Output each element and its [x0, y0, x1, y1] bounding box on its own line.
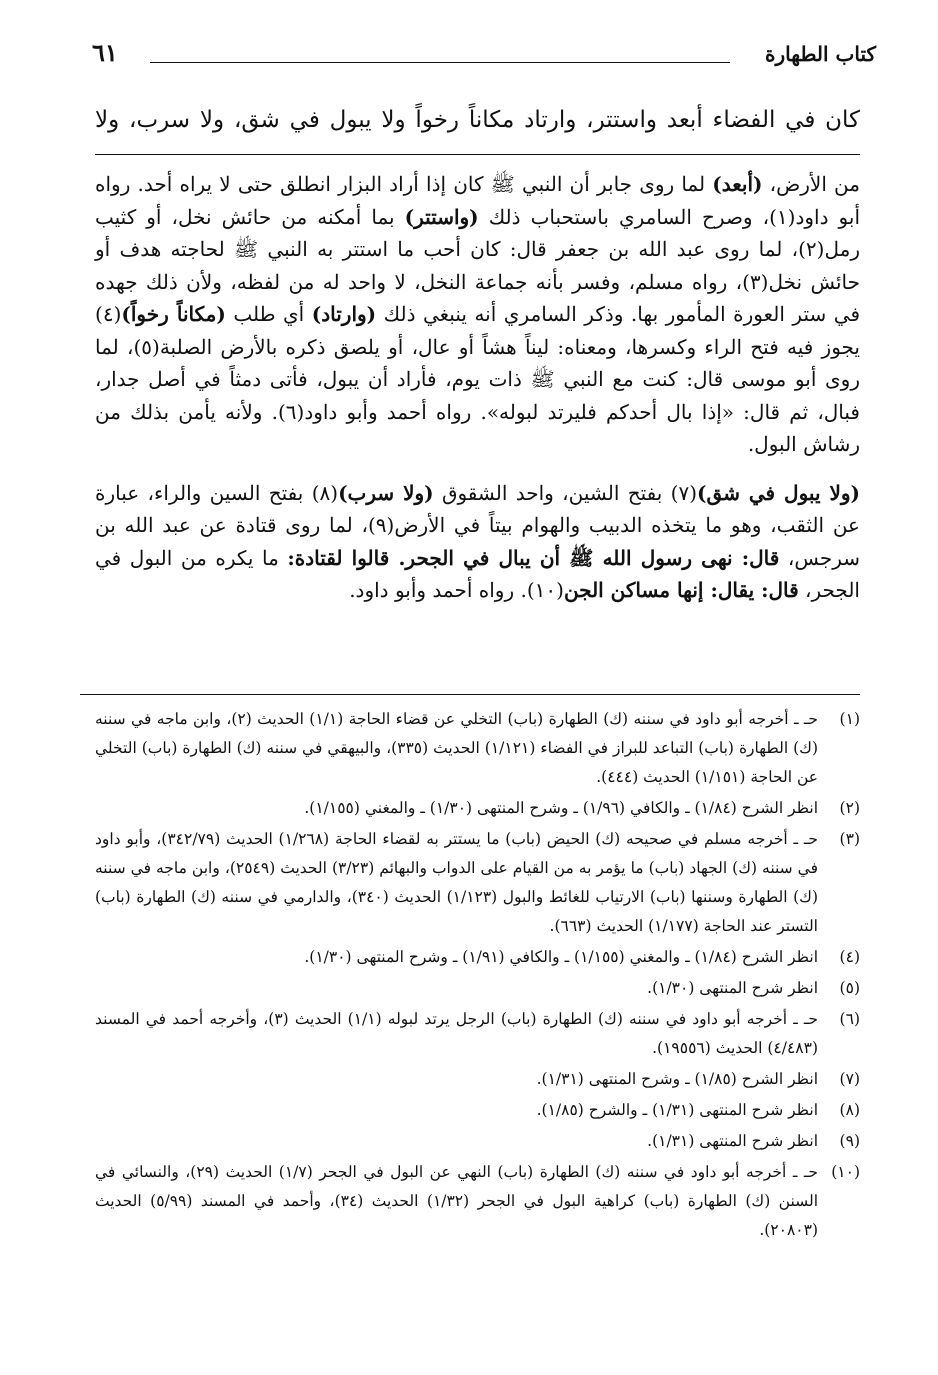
matn-separator	[95, 154, 860, 155]
text-run: . رواه أحمد وأبو داود.	[349, 578, 527, 602]
footnote	[95, 705, 860, 792]
page-header	[92, 38, 876, 72]
text-run: (١٠)	[526, 578, 564, 602]
text-run: (٢)	[798, 237, 825, 261]
footnote-text: حـ ـ أخرجه مسلم في صحيحه (ك) الحيض (باب) ما يستتر به لقضاء الحاجة (١/٢٦٨) الحديث (٣٤٢/٧٩)، وأبو داود في سننه (ك) الجهاد (باب) ما يؤمر به من القيام على الدواب والبهائم (٣/٢٣) الحديث (٢٥٤٩)، وابن ماجه في سننه (ك) الطهارة وسننها (باب) الارتياب للغائط والبول (١/١٢٣) الحديث (٣٤٠)، والدارمي في سننه (ك) الطهارة (باب) التستر عند الحاجة (١/١٧٧) الحديث (٦٦٣).	[95, 830, 819, 935]
text-run: (٦)	[277, 399, 305, 424]
commentary-paragraph	[95, 168, 860, 461]
footnote-text: حـ ـ أخرجه أبو داود في سننه (ك) الطهارة (باب) التخلي عن قضاء الحاجة (١/١) الحديث (٢)، وابن ماجه في سننه (ك) الطهارة (باب) التباعد للبراز في الفضاء (١/١٢١) الحديث (٣٣٥)، والبيهقي في سننه (ك) الطهارة (باب) التخلي عن الحاجة (١/١٥١) الحديث (٤٤٤).	[95, 710, 818, 786]
text-run: بفتح السين والراء، عبارة عن الثقب، وهو ما يتخذه الدبيب والهوام بيتاً في الأرض	[95, 480, 860, 537]
footnote-text: حـ ـ أخرجه أبو داود في سننه (ك) الطهارة (باب) النهي عن البول في الجحر (١/٧) الحديث (٢٩)، والنسائي في السنن (ك) الطهارة (باب) كراهية البول في الجحر (١/٣٢) الحديث (٣٤)، وأحمد في المسند (٥/٩٩) الحديث (٢٠٨٠٣).	[95, 1163, 819, 1239]
bold-term: (واستتر)	[404, 204, 479, 229]
bold-term: (وارتاد)	[311, 302, 377, 326]
footnote-text: انظر شرح المنتهى (١/٣١) ـ والشرح (١/٨٥).	[536, 1101, 818, 1119]
header-rule	[150, 62, 730, 63]
footnote	[95, 943, 860, 972]
text-run: ، وصرح السامري باستحباب ذلك	[478, 204, 770, 229]
footnote-text: انظر الشرح (١/٨٤) ـ والكافي (١/٩٦) ـ وشرح المنتهى (١/٣٠) ـ والمغني (١/١٥٥).	[304, 799, 818, 817]
footnote	[95, 825, 860, 941]
text-run: أي طلب	[225, 302, 312, 326]
footnote	[95, 974, 860, 1003]
text-run: يجوز فيه فتح الراء وكسرها، ومعناه: ليناً هشاً أو عال، أو يلصق ذكره بالأرض الصلبة	[159, 334, 861, 359]
text-run: (٣)	[742, 269, 769, 294]
footnote	[95, 1096, 860, 1125]
bold-term: (مكاناً رخواً)	[121, 302, 226, 326]
footnote-number: (٦)	[839, 1010, 860, 1028]
footnote-text: انظر شرح المنتهى (١/٣٠).	[647, 979, 818, 997]
bold-term: قال: يقال: إنها مساكن الجن	[563, 578, 799, 602]
chapter-title: كتاب الطهارة	[765, 42, 876, 66]
footnote-text: انظر الشرح (١/٨٥) ـ وشرح المنتهى (١/٣١).	[536, 1070, 818, 1088]
text-run: (٩)	[367, 513, 395, 537]
footnote-text: انظر الشرح (١/٨٤) ـ والمغني (١/١٥٥) ـ والكافي (١/٩١) ـ وشرح المنتهى (١/٣٠).	[304, 948, 818, 966]
text-run: (١)	[769, 204, 796, 229]
commentary-paragraph	[95, 477, 860, 607]
footnote-number: (٩)	[839, 1132, 860, 1150]
carried-matn-line: كان في الفضاء أبعد واستتر، وارتاد مكاناً رخواً ولا يبول في شق، ولا سرب، ولا	[95, 107, 860, 133]
bold-term: (ولا يبول في شق)	[697, 480, 860, 505]
footnote-number: (٤)	[839, 948, 860, 966]
page-number: ٦١	[92, 38, 118, 67]
text-run: ما يكره من البول في الجحر،	[95, 545, 860, 602]
text-run: (٨)	[311, 480, 339, 505]
text-run: . ولأنه يأمن بذلك من رشاش البول.	[95, 399, 860, 456]
text-run: لما روى جابر أن النبي ﷺ كان إذا أراد البزار انطلق حتى لا يراه أحد. رواه أبو داود	[95, 172, 860, 229]
footnote	[95, 1005, 860, 1063]
footnote-number: (١٠)	[831, 1163, 860, 1181]
text-run: ، رواه مسلم، وفسر بأنه جماعة النخل، لا واحد له من لفظه، ولأن ذلك جهده في ستر العورة المأمور بها. وذكر السامري أنه ينبغي ذلك	[95, 269, 860, 326]
footnote-text: انظر شرح المنتهى (١/٣١).	[647, 1132, 818, 1150]
bold-term: (أبعد)	[712, 172, 763, 196]
footnote-number: (٥)	[839, 979, 860, 997]
footnotes	[95, 705, 860, 1247]
text-run: بفتح الشين، واحد الشقوق	[433, 480, 671, 505]
footnote-number: (٢)	[839, 799, 860, 817]
text-run: بما أمكنه من حائش نخل، أو كثيب رمل	[95, 204, 860, 261]
footnote	[95, 1065, 860, 1094]
footnote-number: (٨)	[839, 1101, 860, 1119]
text-run: (٥)	[133, 334, 160, 359]
bold-term: (ولا سرب)	[338, 480, 434, 505]
footnote-text: حـ ـ أخرجه أبو داود في سننه (ك) الطهارة (باب) الرجل يرتد لبوله (١/١) الحديث (٣)، وأخرجه أحمد في المسند (٤/٤٨٣) الحديث (١٩٥٥٦).	[95, 1010, 818, 1057]
footnote	[95, 1158, 860, 1245]
text-run: ، لما روى عبد الله بن جعفر قال: كان أحب ما استتر به النبي ﷺ لحاجته هدف أو حائش نخل	[95, 237, 860, 294]
bold-term: قال: نهى رسول الله ﷺ أن يبال في الجحر. قالوا لقتادة:	[287, 545, 780, 570]
text-run: (٧)	[670, 480, 698, 505]
footnote	[95, 794, 860, 823]
text-run: (٤)	[95, 302, 122, 326]
footnote	[95, 1127, 860, 1156]
footnote-number: (٧)	[839, 1070, 860, 1088]
text-run: من الأرض،	[762, 172, 860, 196]
text-run: ، لما روى قتادة عن عبد الله بن سرجس،	[95, 513, 861, 570]
footnote-separator	[80, 694, 860, 695]
footnote-number: (١)	[839, 710, 860, 728]
text-run: ، لما روى أبو موسى قال: كنت مع النبي ﷺ ذات يوم، فأراد أن يبول، فأتى دمثاً في أصل جدار، فبال، ثم قال: «إذا بال أحدكم فليرتد لبوله». رواه أحمد وأبو داود	[95, 334, 860, 424]
footnote-number: (٣)	[839, 830, 860, 848]
commentary-body	[95, 168, 860, 607]
